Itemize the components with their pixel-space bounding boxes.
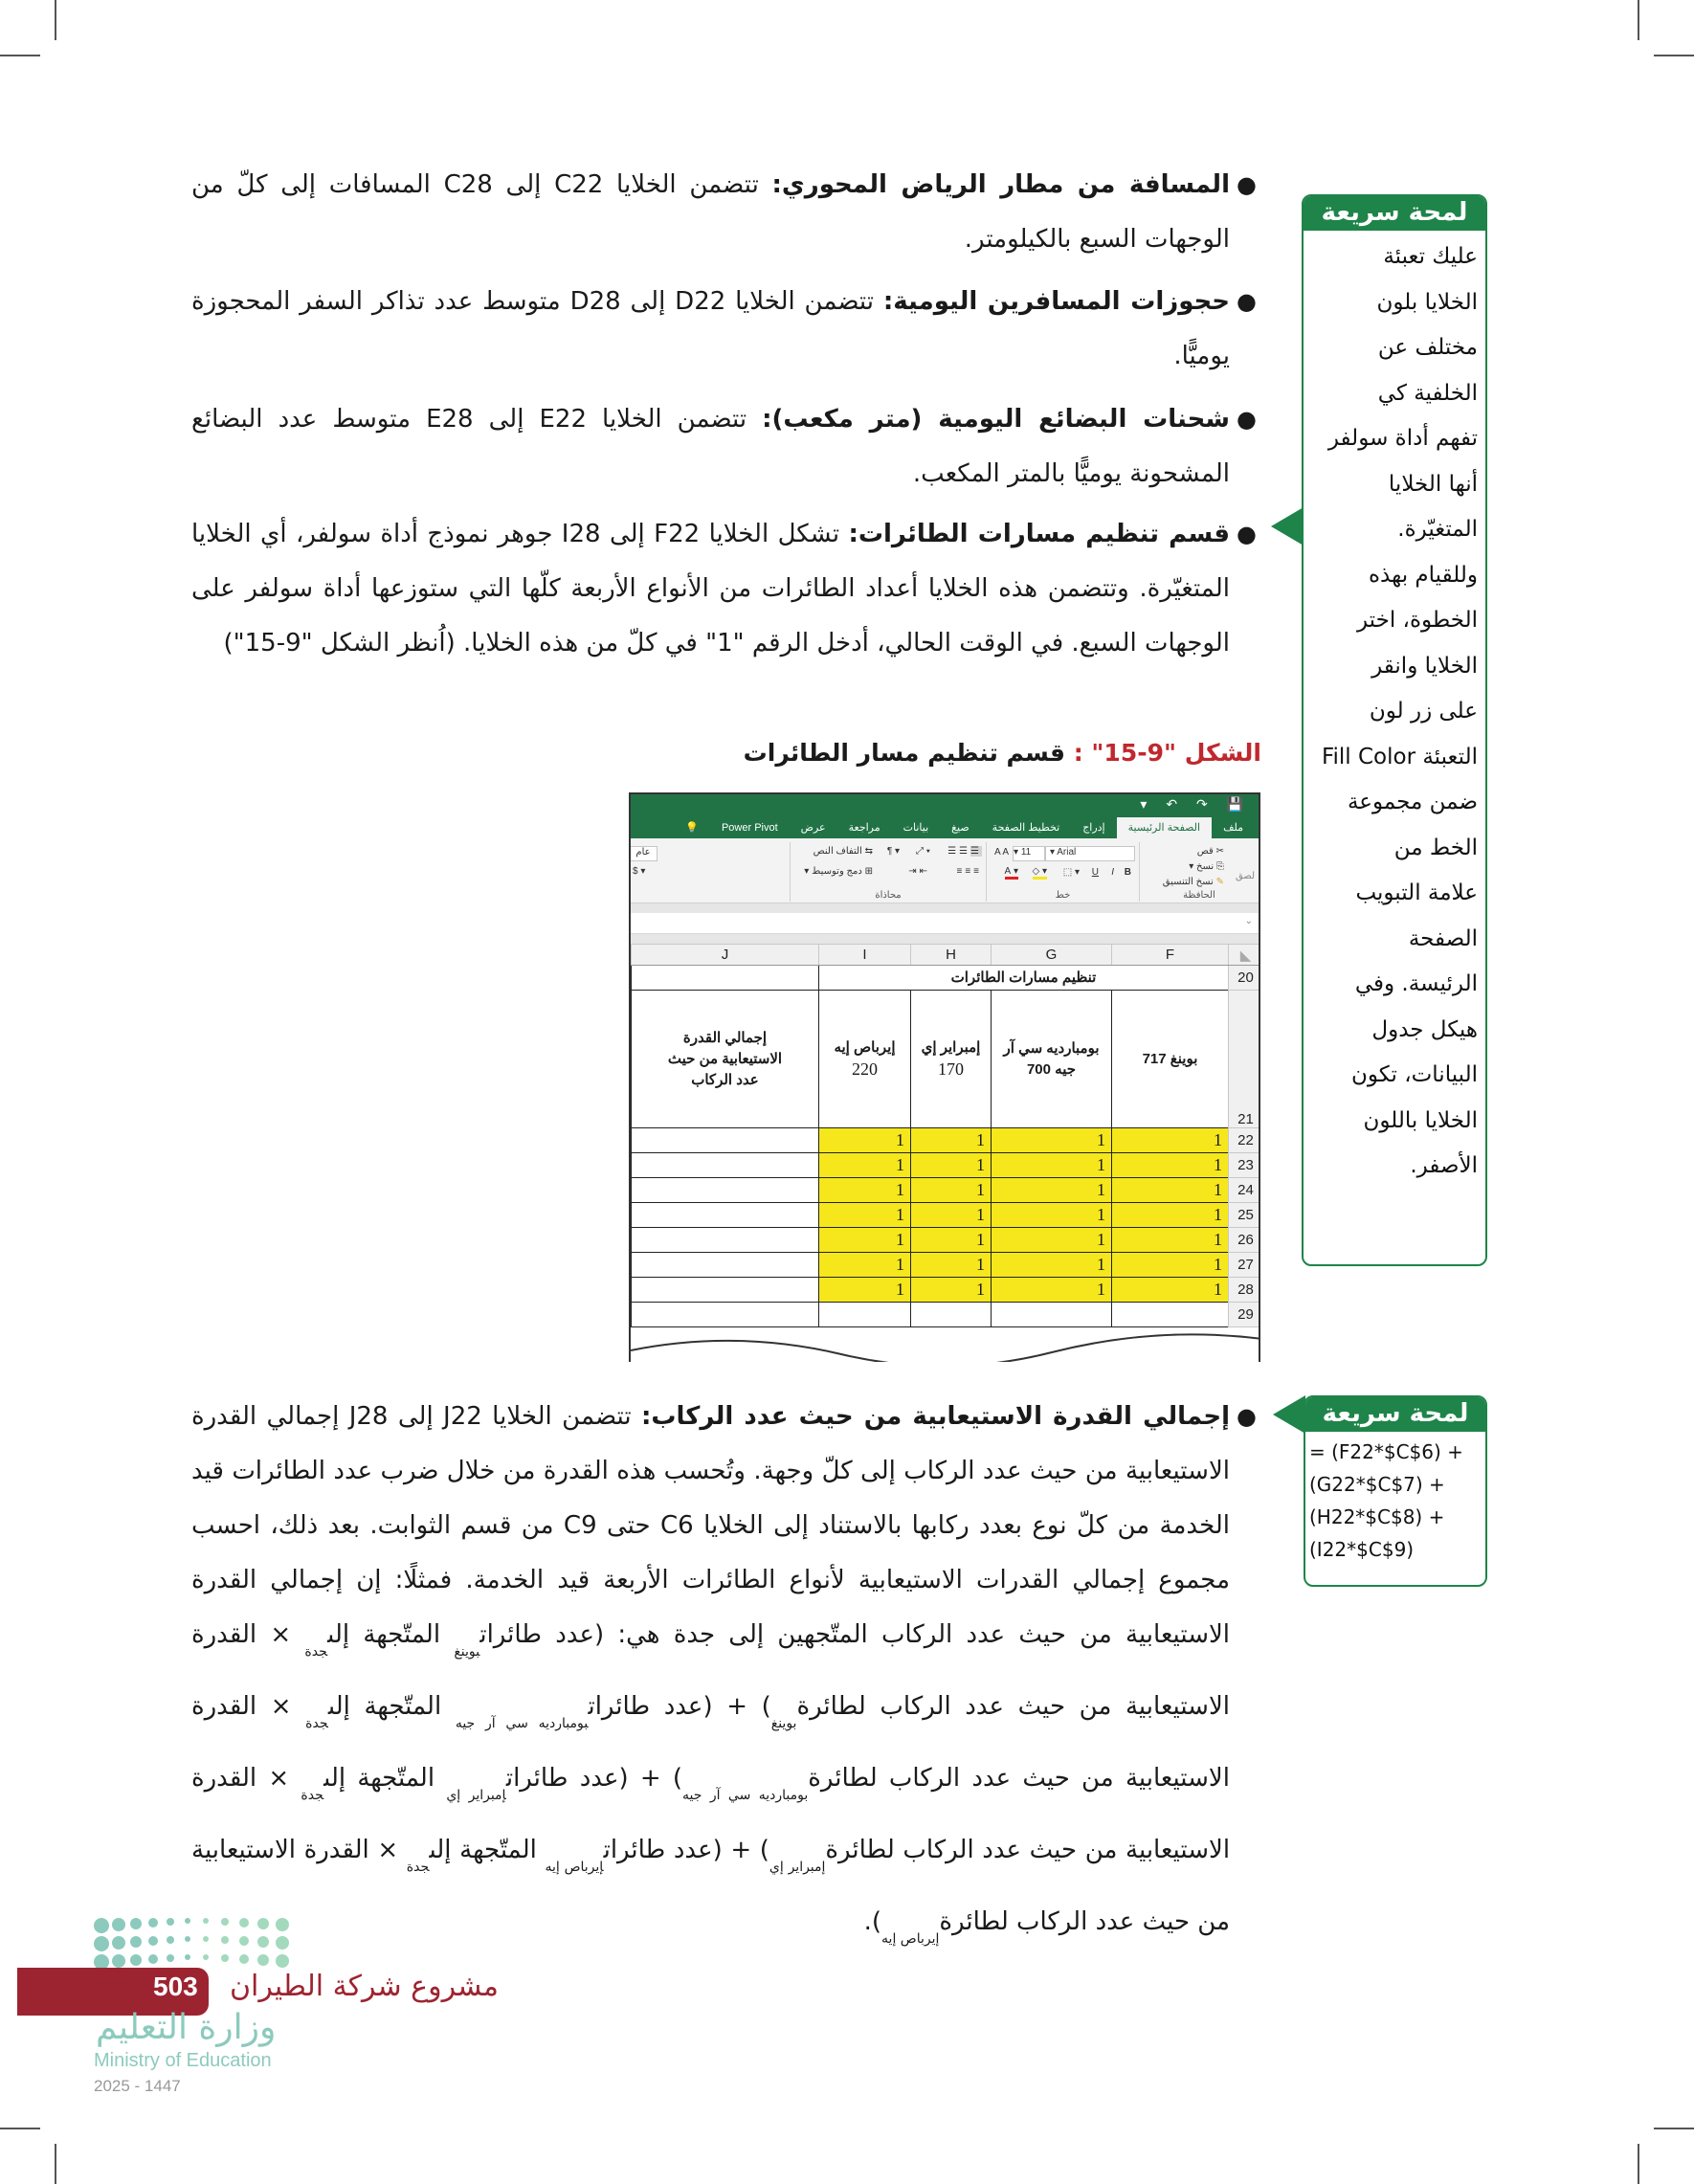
- underline-button[interactable]: U: [1091, 867, 1099, 878]
- alignment-group: [790, 842, 986, 902]
- tip-line: أنها الخلايا: [1388, 471, 1478, 497]
- crop-mark: [0, 55, 40, 56]
- bullet-cargo-shipments: [191, 392, 1257, 501]
- tip-pointer-arrow: [1271, 507, 1304, 546]
- orientation-button[interactable]: ▾ ⤢: [916, 846, 930, 857]
- variable-cell[interactable]: 1: [819, 1253, 911, 1278]
- formula-line: (G22*$C$7) +: [1309, 1473, 1445, 1496]
- grow-shrink-font-buttons[interactable]: A A: [993, 847, 1009, 858]
- figure-title: قسم تنظيم مسار الطائرات: [743, 739, 1065, 767]
- formula-subscript: إمبراير إي: [446, 1788, 506, 1803]
- font-size-select[interactable]: ▾ 11: [1013, 846, 1045, 861]
- row-header[interactable]: 27: [1229, 1253, 1261, 1278]
- bullet-title: المسافة من مطار الرياض المحوري:: [771, 170, 1230, 199]
- variable-cell[interactable]: [819, 1303, 911, 1327]
- bullet-title: قسم تنظيم مسارات الطائرات:: [848, 520, 1231, 548]
- tip-line: الخلايا باللون: [1363, 1107, 1478, 1133]
- indent-buttons[interactable]: ⇤⇥: [908, 866, 930, 877]
- tip-line: علامة التبويب: [1355, 880, 1478, 905]
- select-all-corner[interactable]: ◣: [1229, 945, 1261, 966]
- grid-row: [632, 1178, 1261, 1203]
- ribbon-tab[interactable]: الصفحة الرئيسية: [1117, 817, 1212, 838]
- group-label: الحافظة: [1183, 890, 1215, 901]
- variable-cell[interactable]: 1: [819, 1228, 911, 1253]
- crop-mark: [1638, 2144, 1639, 2184]
- bullet-title: إجمالي القدرة الاستيعابية من حيث عدد الركاب:: [640, 1402, 1230, 1431]
- borders-button[interactable]: ▾ ⬚: [1062, 867, 1080, 878]
- variable-cell[interactable]: [1112, 1303, 1229, 1327]
- variable-cell[interactable]: 1: [1112, 1253, 1229, 1278]
- ribbon-gap: [631, 903, 1259, 913]
- ribbon-tab[interactable]: مراجعة: [848, 822, 880, 834]
- ribbon-tab[interactable]: صيغ: [951, 822, 970, 834]
- quick-tip-title: لمحة سريعة: [1304, 196, 1485, 231]
- wrap-icon: ⇆: [864, 846, 873, 857]
- quick-tip-body: [1304, 231, 1485, 1193]
- tip-line: الخط من: [1393, 835, 1478, 860]
- variable-cell[interactable]: 1: [1112, 1278, 1229, 1303]
- variable-cell[interactable]: 1: [992, 1203, 1112, 1228]
- header-airbus-a220[interactable]: إيرباص إيه 220: [819, 991, 911, 1128]
- row-header[interactable]: 23: [1229, 1153, 1261, 1178]
- fill-color-button[interactable]: ▾ ◇: [1033, 866, 1048, 880]
- formula-subscript: جدة: [301, 1788, 324, 1803]
- bullet-dot: ●: [1237, 288, 1257, 315]
- tip-pointer-arrow: [1273, 1395, 1305, 1434]
- tip-line: التعبئة Fill Color: [1321, 744, 1478, 769]
- paintbrush-icon: ✎: [1215, 877, 1224, 887]
- column-header-g[interactable]: G: [992, 945, 1112, 966]
- grid-row: [632, 1203, 1261, 1228]
- excel-title-bar: [631, 794, 1259, 815]
- variable-cell[interactable]: 1: [911, 1203, 992, 1228]
- bold-button[interactable]: B: [1124, 867, 1131, 878]
- tip-line: على زر لون: [1369, 699, 1478, 724]
- column-header-j[interactable]: J: [632, 945, 819, 966]
- tip-line: الصفحة: [1408, 925, 1478, 951]
- bullet-title: شحنات البضائع اليومية (متر مكعب):: [762, 405, 1230, 434]
- grid-row: [632, 1228, 1261, 1253]
- quick-tip-fill-color: [1302, 194, 1487, 1266]
- figure-caption: [744, 739, 1261, 767]
- tip-line: البيانات، تكون: [1351, 1062, 1478, 1087]
- quick-tip-formula: [1304, 1395, 1487, 1587]
- formula-subscript: بوينغ: [454, 1644, 480, 1660]
- clipboard-group: [1139, 842, 1259, 902]
- formula-bar[interactable]: [631, 913, 1259, 934]
- row-header[interactable]: 25: [1229, 1203, 1261, 1228]
- crop-mark: [0, 2128, 40, 2129]
- ministry-name-ar: وزارة التعليم: [96, 2008, 277, 2047]
- ribbon: [631, 838, 1259, 903]
- variable-cell[interactable]: 1: [992, 1178, 1112, 1203]
- formula-subscript: بومبارديه سي آر جيه: [682, 1788, 809, 1803]
- font-name-select[interactable]: ▾ Arial: [1045, 846, 1135, 861]
- tip-line: تفهم أداة سولفر: [1327, 426, 1478, 451]
- row-header[interactable]: 28: [1229, 1278, 1261, 1303]
- edition-year: 2025 - 1447: [94, 2077, 181, 2095]
- bullet-total-capacity: [191, 1390, 1257, 1967]
- bullet-passenger-bookings: [191, 275, 1257, 384]
- formula-subscript: جدة: [406, 1860, 430, 1875]
- text-direction-button[interactable]: ▾ ¶: [886, 846, 900, 857]
- cut-button[interactable]: ✂ قص: [1196, 846, 1224, 857]
- formula-subscript: بوينغ: [770, 1716, 797, 1731]
- scissors-icon: ✂: [1215, 846, 1224, 857]
- ribbon-tab[interactable]: Power Pivot: [721, 822, 778, 834]
- variable-cell[interactable]: 1: [819, 1203, 911, 1228]
- expand-formula-bar-icon[interactable]: ⌄: [1244, 916, 1253, 926]
- bullet-title: حجوزات المسافرين اليومية:: [882, 287, 1230, 316]
- bullet-text: تتضمن الخلايا D22 إلى D28 متوسط عدد تذاكر السفر المحجوزة يوميًّا.: [191, 287, 1230, 370]
- copy-button[interactable]: ⎘ نسخ ▾: [1189, 861, 1224, 872]
- total-capacity-cell[interactable]: [632, 1153, 819, 1178]
- column-headers: [632, 945, 1261, 966]
- variable-cell[interactable]: 1: [911, 1253, 992, 1278]
- wrap-text-button[interactable]: ⇆ التفاف النص: [813, 846, 873, 857]
- project-title: مشروع شركة الطيران: [230, 1970, 499, 2003]
- tip-line: وللقيام بهذه: [1369, 562, 1478, 588]
- copy-icon: ⎘: [1216, 861, 1224, 872]
- ribbon-tab[interactable]: عرض: [800, 822, 826, 834]
- capacity-formula: (عدد طائرات$_{بوينغ}$ المتّجهة إلى$_{جدة}$ × القدرة الاستيعابية من حيث عدد الركاب لطائرة$_{بوينغ}$) + (عدد طائرات$_{بومبارديه سي آر جيه}$ المتّجهة إلى$_{جدة}$ × القدرة الاستيعابية من حيث عدد الركاب لطائرة$_{بومبارديه سي آر جيه}$) + (عدد طائرات$_{إمبراير إي}$ المتّجهة إلى$_{جدة}$ × القدرة الاستيعابية من حيث عدد الركاب لطائرة$_{إمبراير إي}$) + (عدد طائرات$_{إيرباص إيه}$ المتّجهة إلى$_{جدة}$ × القدرة الاستيعابية من حيث عدد الركاب لطائرة$_{إيرباص إيه}$).: [191, 1620, 1231, 1947]
- variable-cell[interactable]: 1: [911, 1278, 992, 1303]
- tip-line: عليك تعبئة: [1383, 244, 1478, 269]
- crop-mark: [55, 2144, 56, 2184]
- bullet-dot: ●: [1237, 521, 1257, 547]
- variable-cell[interactable]: 1: [911, 1128, 992, 1153]
- tip-line: الخلايا بلون: [1376, 289, 1478, 315]
- crop-mark: [1638, 0, 1639, 40]
- total-capacity-cell[interactable]: [632, 1203, 819, 1228]
- row-header[interactable]: 26: [1229, 1228, 1261, 1253]
- formula-line: (I22*$C$9): [1309, 1538, 1415, 1561]
- tip-line: الخلايا وانقر: [1371, 653, 1478, 679]
- variable-cell[interactable]: 1: [911, 1228, 992, 1253]
- page-number: 503: [153, 1972, 198, 2001]
- grid-row: [632, 1153, 1261, 1178]
- header-total-capacity[interactable]: إجمالي القدرة الاستيعابية من حيث عدد الركاب: [632, 991, 819, 1128]
- bullet-dot: ●: [1237, 1403, 1257, 1430]
- merge-center-button[interactable]: ⊞ دمج وتوسيط ▾: [804, 866, 873, 877]
- ribbon-tab[interactable]: تخطيط الصفحة: [992, 822, 1060, 834]
- number-group: [629, 842, 790, 902]
- variable-cell[interactable]: [992, 1303, 1112, 1327]
- tip-line: مختلف عن: [1377, 335, 1478, 360]
- bullet-text: تتضمن الخلايا C22 إلى C28 المسافات إلى كلّ من الوجهات السبع بالكيلومتر.: [191, 170, 1230, 254]
- row-header[interactable]: 29: [1229, 1303, 1261, 1327]
- bullet-dot: ●: [1237, 171, 1257, 198]
- ribbon-tab[interactable]: ملف: [1223, 822, 1243, 834]
- bullet-hub-distance: [191, 158, 1257, 267]
- torn-edge: [631, 1329, 1260, 1362]
- grid-row: [632, 1303, 1261, 1327]
- quick-tip-title: لمحة سريعة: [1305, 1397, 1485, 1432]
- tip-line: الرئيسة. وفي: [1354, 971, 1478, 996]
- formula-line: = (F22*$C$6) +: [1309, 1440, 1463, 1463]
- variable-cell[interactable]: 1: [911, 1178, 992, 1203]
- bullet-text: تتضمن الخلايا E22 إلى E28 متوسط عدد البضائع المشحونة يوميًّا بالمتر المكعب.: [191, 405, 1230, 488]
- group-label: محاذاة: [875, 890, 902, 901]
- group-label: خط: [1055, 890, 1071, 901]
- formula-subscript: جدة: [305, 1716, 328, 1731]
- tip-line: هيكل جدول: [1371, 1016, 1478, 1042]
- variable-cell[interactable]: 1: [992, 1128, 1112, 1153]
- font-group: [986, 842, 1139, 902]
- tip-line: المتغيّرة.: [1397, 517, 1478, 542]
- bullet-text: تتضمن الخلايا J22 إلى J28 إجمالي القدرة الاستيعابية من حيث عدد الركاب إلى كلّ وجهة. وتُحسب هذه القدرة من خلال ضرب عدد الطائرات قيد الخدمة من كلّ نوع بعدد ركابها بالاستناد إلى الخلايا C6 حتى C9 من قسم الثوابت. بعد ذلك، احسب مجموع إجمالي القدرات الاستيعابية لأنواع الطائرات الأربعة قيد الخدمة. فمثلًا: إن إجمالي القدرة الاستيعابية من حيث عدد الركاب المتّجهين إلى جدة هي:: [191, 1402, 1231, 1649]
- column-header-i[interactable]: I: [819, 945, 911, 966]
- section-title-cell[interactable]: تنظيم مسارات الطائرات: [819, 966, 1229, 991]
- formula-subscript: إيرباص إيه: [545, 1860, 604, 1875]
- header-boeing-717[interactable]: بوينغ 717: [1112, 991, 1229, 1128]
- formula-subscript: بومبارديه سي آر جيه: [455, 1716, 589, 1731]
- grid-row: [632, 1253, 1261, 1278]
- variable-cell[interactable]: 1: [819, 1128, 911, 1153]
- variable-cell[interactable]: 1: [819, 1153, 911, 1178]
- tell-me-lightbulb-icon[interactable]: 💡: [685, 822, 699, 834]
- bullet-dot: ●: [1237, 406, 1257, 433]
- font-color-button[interactable]: ▾ A: [1005, 866, 1018, 880]
- merge-icon: ⊞: [864, 866, 873, 877]
- total-capacity-cell[interactable]: [632, 1303, 819, 1327]
- formula-line: (H22*$C$8) +: [1309, 1505, 1445, 1528]
- row-header[interactable]: 24: [1229, 1178, 1261, 1203]
- crop-mark: [1654, 55, 1694, 56]
- total-capacity-cell[interactable]: [632, 1228, 819, 1253]
- total-capacity-cell[interactable]: [632, 1253, 819, 1278]
- column-header-h[interactable]: H: [911, 945, 992, 966]
- ministry-name-en: Ministry of Education: [94, 2050, 272, 2071]
- horizontal-align-buttons[interactable]: ≡≡≡: [956, 866, 982, 877]
- row-header[interactable]: 21: [1229, 991, 1261, 1128]
- tip-line: الخطوة، اختر: [1356, 608, 1478, 633]
- formula-subscript: إيرباص إيه: [881, 1931, 940, 1947]
- row-20: [632, 966, 1261, 991]
- variable-cell[interactable]: 1: [819, 1278, 911, 1303]
- variable-cell[interactable]: 1: [1112, 1153, 1229, 1178]
- column-header-f[interactable]: F: [1112, 945, 1229, 966]
- formula-gap: [631, 934, 1259, 944]
- row-header[interactable]: 20: [1229, 966, 1261, 991]
- quick-tip-body: [1305, 1432, 1485, 1570]
- formula-subscript: جدة: [304, 1644, 328, 1660]
- format-painter-button[interactable]: ✎ نسخ التنسيق: [1162, 877, 1224, 887]
- header-bombardier-crj700[interactable]: بومبارديه سي آر جيه 700: [992, 991, 1112, 1128]
- spreadsheet-grid: [631, 944, 1260, 1327]
- variable-cell[interactable]: 1: [992, 1278, 1112, 1303]
- currency-button[interactable]: ▾ $: [633, 866, 646, 877]
- grid-row: [632, 1128, 1261, 1153]
- ribbon-tab[interactable]: إدراج: [1082, 822, 1105, 834]
- variable-cell[interactable]: 1: [992, 1153, 1112, 1178]
- crop-mark: [1654, 2128, 1694, 2129]
- ribbon-tabs: [631, 815, 1259, 838]
- variable-cell[interactable]: 1: [819, 1178, 911, 1203]
- variable-cell[interactable]: 1: [992, 1228, 1112, 1253]
- grid-row: [632, 1278, 1261, 1303]
- quick-access-toolbar[interactable]: ▾ ↶ ↷ 💾: [1140, 796, 1251, 812]
- align-buttons[interactable]: ☰☰☰: [947, 846, 982, 857]
- variable-cell[interactable]: 1: [1112, 1128, 1229, 1153]
- formula-subscript: إمبراير إي: [769, 1860, 826, 1875]
- header-embraer-e170[interactable]: إمبراير إي 170: [911, 991, 992, 1128]
- variable-cell[interactable]: 1: [1112, 1228, 1229, 1253]
- row-21: [632, 991, 1261, 1128]
- variable-cell[interactable]: 1: [1112, 1203, 1229, 1228]
- row-header[interactable]: 22: [1229, 1128, 1261, 1153]
- total-capacity-cell[interactable]: [632, 1278, 819, 1303]
- figure-label: الشكل "9-15" :: [1073, 739, 1261, 767]
- variable-cell[interactable]: [911, 1303, 992, 1327]
- tip-line: الأصفر.: [1410, 1153, 1478, 1178]
- ribbon-tab[interactable]: بيانات: [903, 822, 929, 834]
- paste-button[interactable]: لصق: [1235, 871, 1255, 881]
- tip-line: الخلفية كي: [1377, 380, 1478, 406]
- italic-button[interactable]: I: [1111, 867, 1114, 878]
- variable-cell[interactable]: 1: [911, 1153, 992, 1178]
- total-capacity-cell[interactable]: [632, 1178, 819, 1203]
- number-format-select[interactable]: عام: [629, 846, 658, 861]
- bullet-text: تشكل الخلايا F22 إلى I28 جوهر نموذج أداة سولفر، أي الخلايا المتغيّرة. وتتضمن هذه الخلايا أعداد الطائرات من الأنواع الأربعة كلّها التي ستوزعها أداة سولفر على الوجهات السبع. في الوقت الحالي، أدخل الرقم "1" في كلّ من هذه الخلايا. (اُنظر الشكل "9-15"): [191, 520, 1230, 657]
- variable-cell[interactable]: 1: [1112, 1178, 1229, 1203]
- variable-cell[interactable]: 1: [992, 1253, 1112, 1278]
- bullet-route-section: [191, 507, 1257, 671]
- tip-line: ضمن مجموعة: [1347, 790, 1478, 814]
- excel-screenshot: [629, 792, 1260, 1362]
- crop-mark: [55, 0, 56, 40]
- cell[interactable]: [632, 966, 819, 991]
- total-capacity-cell[interactable]: [632, 1128, 819, 1153]
